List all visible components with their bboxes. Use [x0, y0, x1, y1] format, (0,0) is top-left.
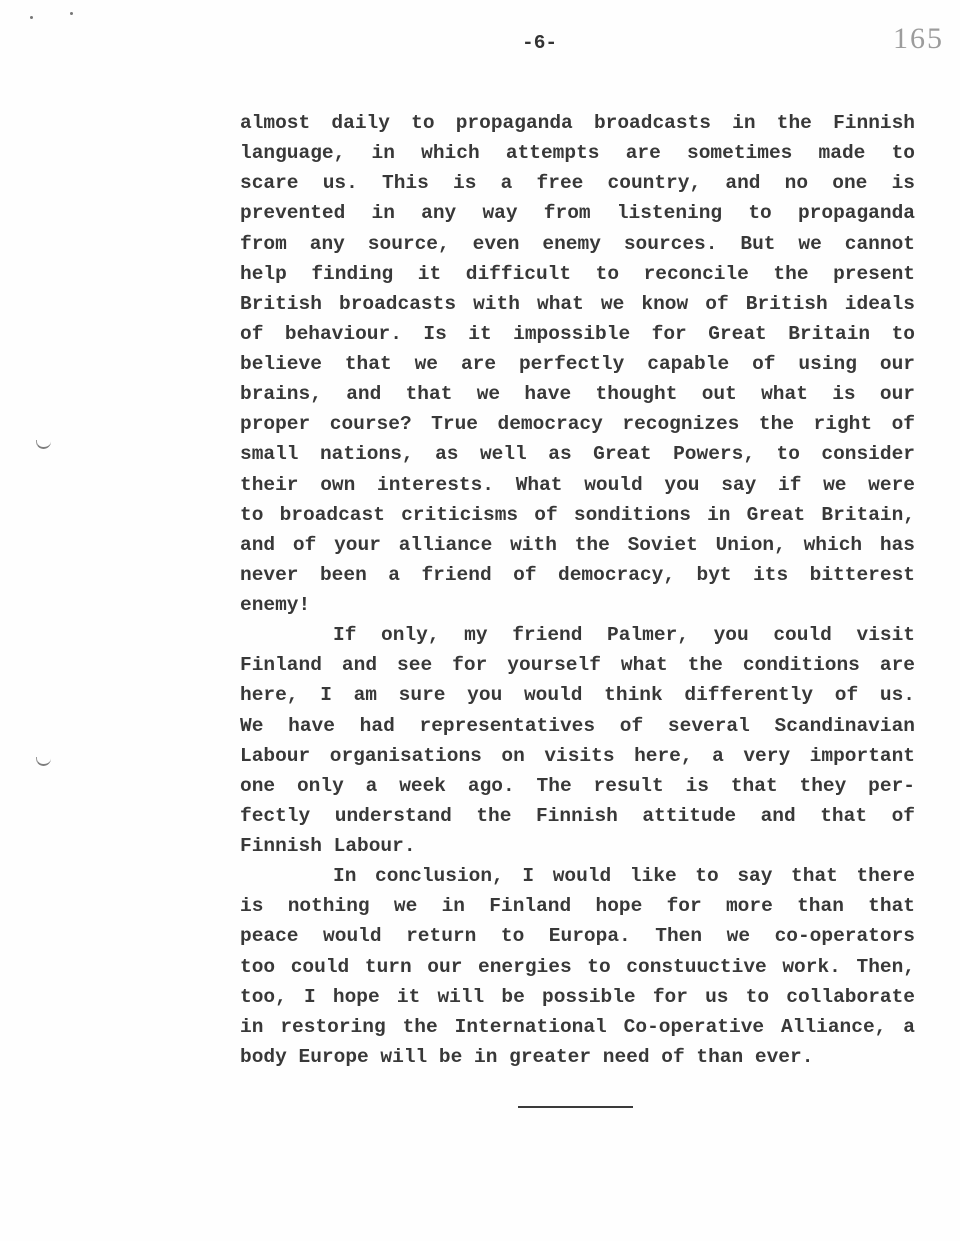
text-line: and of your alliance with the Soviet Union, which has [240, 533, 915, 556]
text-line: If only, my friend Palmer, you could visit [333, 624, 915, 647]
paragraph-visit-finland [240, 620, 915, 861]
text-line: In conclusion, I would like to say that there [333, 865, 915, 888]
text-line: too could turn our energies to constuuctive work. Then, [240, 955, 915, 978]
text-line: body Europe will be in greater need of than ever. [240, 1045, 814, 1068]
text-line: here, I am sure you would think differently of us. [240, 684, 915, 707]
text-line: proper course? True democracy recognizes the right of [240, 413, 915, 436]
punch-hole-mark [36, 440, 51, 449]
page-number-label: -6- [522, 32, 558, 54]
text-line: almost daily to propaganda broadcasts in the Finnish [240, 112, 915, 134]
text-line: British broadcasts with what we know of British ideals [240, 292, 915, 315]
punch-hole-mark [36, 757, 51, 766]
text-line: to broadcast criticisms of sonditions in Great Britain, [240, 503, 915, 526]
text-line: fectly understand the Finnish attitude and that of [240, 804, 915, 827]
paragraph-conclusion [240, 861, 915, 1072]
text-line: too, I hope it will be possible for us to collaborate [240, 985, 915, 1008]
text-line: from any source, even enemy sources. But we cannot [240, 232, 915, 255]
paper-speck [30, 16, 33, 19]
text-line: Finland and see for yourself what the conditions are [240, 654, 915, 677]
text-line: one only a week ago. The result is that they per- [240, 774, 915, 797]
text-line: language, in which attempts are sometimes made to [240, 142, 915, 165]
text-line: their own interests. What would you say if we were [240, 473, 915, 496]
text-line: help finding it difficult to reconcile the present [240, 262, 915, 285]
folio-stamp: 165 [893, 22, 944, 55]
text-line: prevented in any way from listening to propaganda [240, 202, 915, 225]
text-line: We have had representatives of several Scandinavian [240, 714, 915, 737]
text-line: peace would return to Europa. Then we co-operators [240, 925, 915, 948]
closing-rule [518, 1106, 633, 1108]
text-line: of behaviour. Is it impossible for Great Britain to [240, 322, 915, 345]
text-line: never been a friend of democracy, byt its bitterest [240, 563, 915, 586]
text-line: small nations, as well as Great Powers, to consider [240, 443, 915, 466]
paragraph-continuation [240, 108, 915, 620]
text-line: is nothing we in Finland hope for more than that [240, 895, 915, 918]
text-line: Finnish Labour. [240, 835, 416, 857]
text-line: enemy! [240, 594, 311, 616]
letter-body [240, 108, 915, 1072]
text-line: scare us. This is a free country, and no one is [240, 172, 915, 195]
text-line: Labour organisations on visits here, a very important [240, 744, 915, 767]
text-line: brains, and that we have thought out what is our [240, 383, 915, 406]
text-line: believe that we are perfectly capable of using our [240, 353, 915, 375]
text-line: in restoring the International Co-operative Alliance, a [240, 1015, 915, 1038]
paper-speck [70, 12, 73, 15]
